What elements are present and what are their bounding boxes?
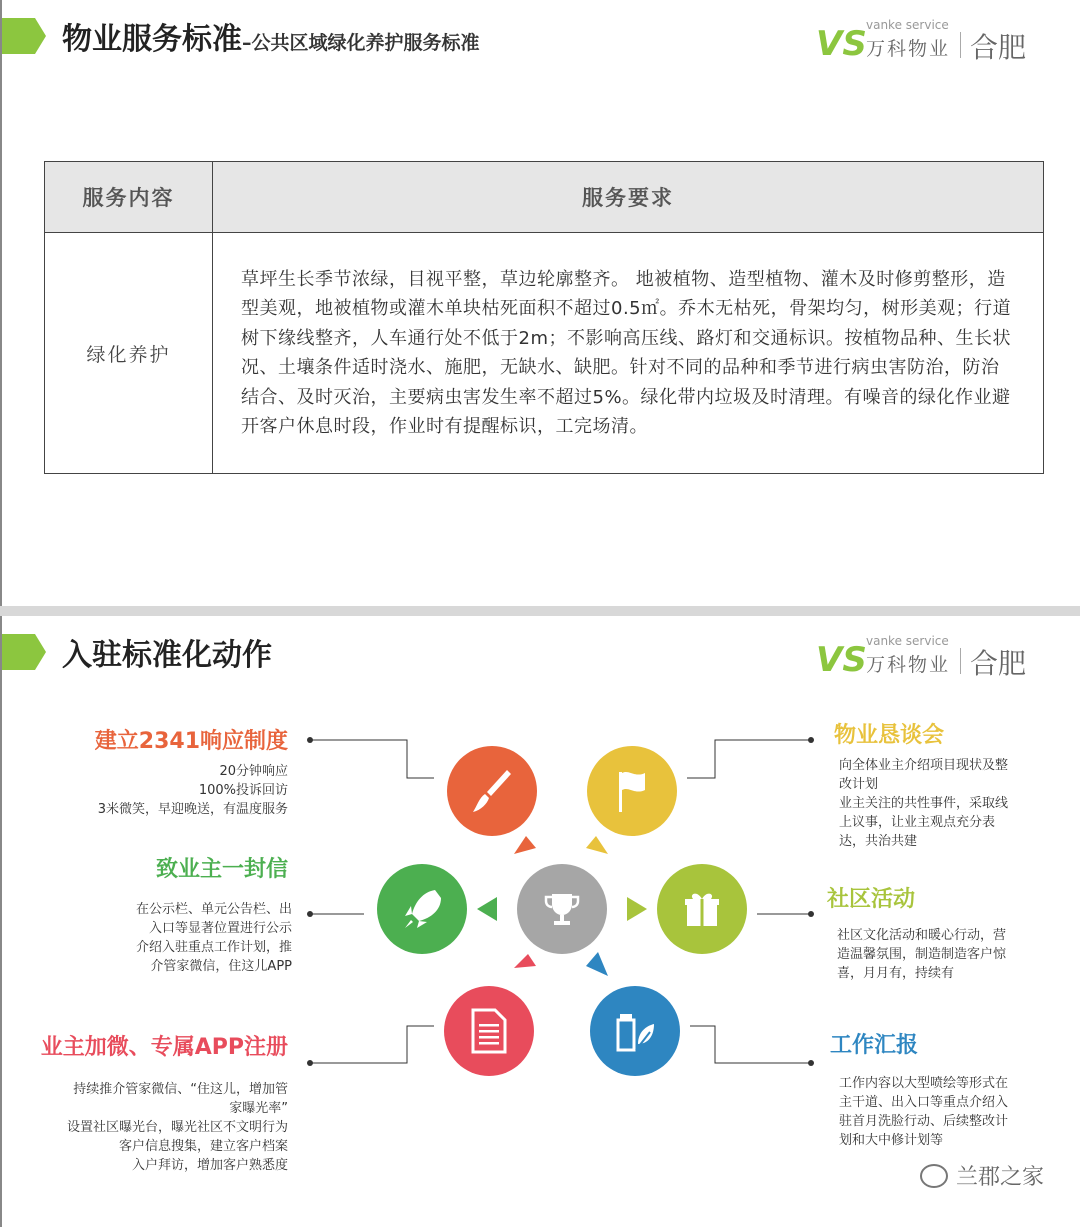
table-header-row	[45, 162, 1044, 233]
vs-logo-mark: VS	[816, 640, 867, 680]
connector-response	[312, 740, 434, 778]
arrow-to-wechat	[514, 954, 536, 968]
body-line: 入户拜访，增加客户熟悉度	[131, 1158, 288, 1173]
body-line: 20分钟响应	[219, 764, 288, 779]
body-line: 100%投诉回访	[198, 783, 288, 798]
body-line: 业主关注的共性事件，采取线	[839, 796, 1009, 811]
subtitle-text: –公共区域绿化养护服务标准	[242, 32, 480, 54]
arrow-to-response	[514, 836, 536, 854]
cell-requirement: 草坪生长季节浓绿，目视平整，草边轮廓整齐。 地被植物、造型植物、灌木及时修剪整形，造型美观，地被植物或灌木单块枯死面积不超过0.5㎡。乔木无枯死，骨架均匀，树形美观；行道树下缘线整齐，人车通行处不低于2m；不影响高压线、路灯和交通标识。按植物品种、生长状况、土壤条件适时浇水、施肥，无缺水、缺肥。针对不同的品种和季节进行病虫害防治，防治结合、及时灭治，主要病虫害发生率不超过5%。绿化带内垃圾及时清理。有噪音的绿化作业避开客户休息时段，作业时有提醒标识，工完场清。	[213, 233, 1044, 474]
cell-item: 绿化养护	[45, 233, 213, 474]
vs-logo-mark: VS	[816, 24, 867, 64]
logo-separator	[960, 32, 961, 58]
report-title: 工作汇报	[830, 1033, 919, 1058]
connector-dot	[307, 911, 313, 917]
body-line: 客户信息搜集，建立客户档案	[118, 1139, 288, 1154]
connector-dot	[808, 911, 814, 917]
logo-cn-text: 万科物业	[866, 654, 951, 676]
community-body	[837, 926, 1027, 983]
body-line: 喜，月月有，持续有	[837, 966, 955, 981]
logo-city-text: 合肥	[970, 647, 1027, 680]
title-text: 物业服务标准	[62, 22, 242, 57]
meeting-body	[839, 756, 1029, 851]
wechat-body	[28, 1080, 288, 1175]
wechat-title: 业主加微、专属APP注册	[40, 1035, 288, 1060]
title-arrow-tab	[2, 18, 46, 54]
meeting-title: 物业恳谈会	[834, 723, 945, 748]
connector-dot	[307, 737, 313, 743]
header-service-requirement: 服务要求	[213, 162, 1044, 233]
table-row	[45, 233, 1044, 474]
slide-standard-actions	[0, 616, 1080, 1227]
body-line: 达，共治共建	[839, 834, 918, 849]
arrow-to-meeting	[586, 836, 608, 854]
body-line: 介管家微信，住这儿APP	[150, 959, 292, 974]
connector-dot	[808, 737, 814, 743]
letter-body	[92, 900, 292, 976]
logo-en-text: vanke service	[866, 18, 949, 32]
response-body	[28, 762, 288, 819]
slide-service-standard	[0, 0, 1080, 606]
body-line: 入口等显著位置进行公示	[148, 921, 292, 936]
header-service-content: 服务内容	[45, 162, 213, 233]
body-line: 改计划	[839, 777, 879, 792]
slide-title: 入驻标准化动作	[62, 638, 272, 673]
body-line: 持续推介管家微信、“住这儿，增加管	[73, 1082, 288, 1097]
slide-title	[62, 14, 480, 58]
response-title: 建立2341响应制度	[94, 729, 288, 754]
watermark	[920, 1160, 1044, 1191]
body-line: 造温馨氛围，制造制造客户惊	[837, 947, 1007, 962]
standard-table	[44, 161, 1044, 474]
body-line: 上议事，让业主观点充分表	[839, 815, 996, 830]
arrow-to-report	[586, 952, 608, 976]
arrow-to-community	[627, 897, 647, 921]
body-line: 划和大中修计划等	[839, 1133, 944, 1148]
body-line: 工作内容以大型喷绘等形式在	[839, 1076, 1009, 1091]
connector-meeting	[687, 740, 810, 778]
body-line: 驻首月洗脸行动、后续整改计	[839, 1114, 1009, 1129]
connector-dot	[307, 1060, 313, 1066]
connector-report	[690, 1026, 810, 1063]
letter-title: 致业主一封信	[155, 857, 288, 882]
body-line: 向全体业主介绍项目现状及整	[839, 758, 1009, 773]
wechat-icon	[920, 1164, 948, 1188]
connector-dot	[808, 1060, 814, 1066]
connector-wechat	[312, 1026, 434, 1063]
vanke-logo	[816, 18, 1036, 62]
logo-city-text: 合肥	[970, 31, 1027, 64]
watermark-text: 兰郡之家	[955, 1165, 1044, 1190]
body-line: 3米微笑，早迎晚送，有温度服务	[97, 802, 288, 817]
body-line: 社区文化活动和暖心行动，营	[837, 928, 1007, 943]
body-line: 设置社区曝光台，曝光社区不文明行为	[66, 1120, 288, 1135]
body-line: 介绍入驻重点工作计划，推	[135, 940, 292, 955]
community-title: 社区活动	[827, 887, 916, 912]
logo-cn-text: 万科物业	[866, 38, 951, 60]
logo-en-text: vanke service	[866, 634, 949, 648]
report-body	[839, 1074, 1029, 1150]
body-line: 在公示栏、单元公告栏、出	[135, 902, 292, 917]
body-line: 家曝光率”	[229, 1101, 288, 1116]
arrow-to-letter	[477, 897, 497, 921]
body-line: 主干道、出入口等重点介绍入	[839, 1095, 1009, 1110]
